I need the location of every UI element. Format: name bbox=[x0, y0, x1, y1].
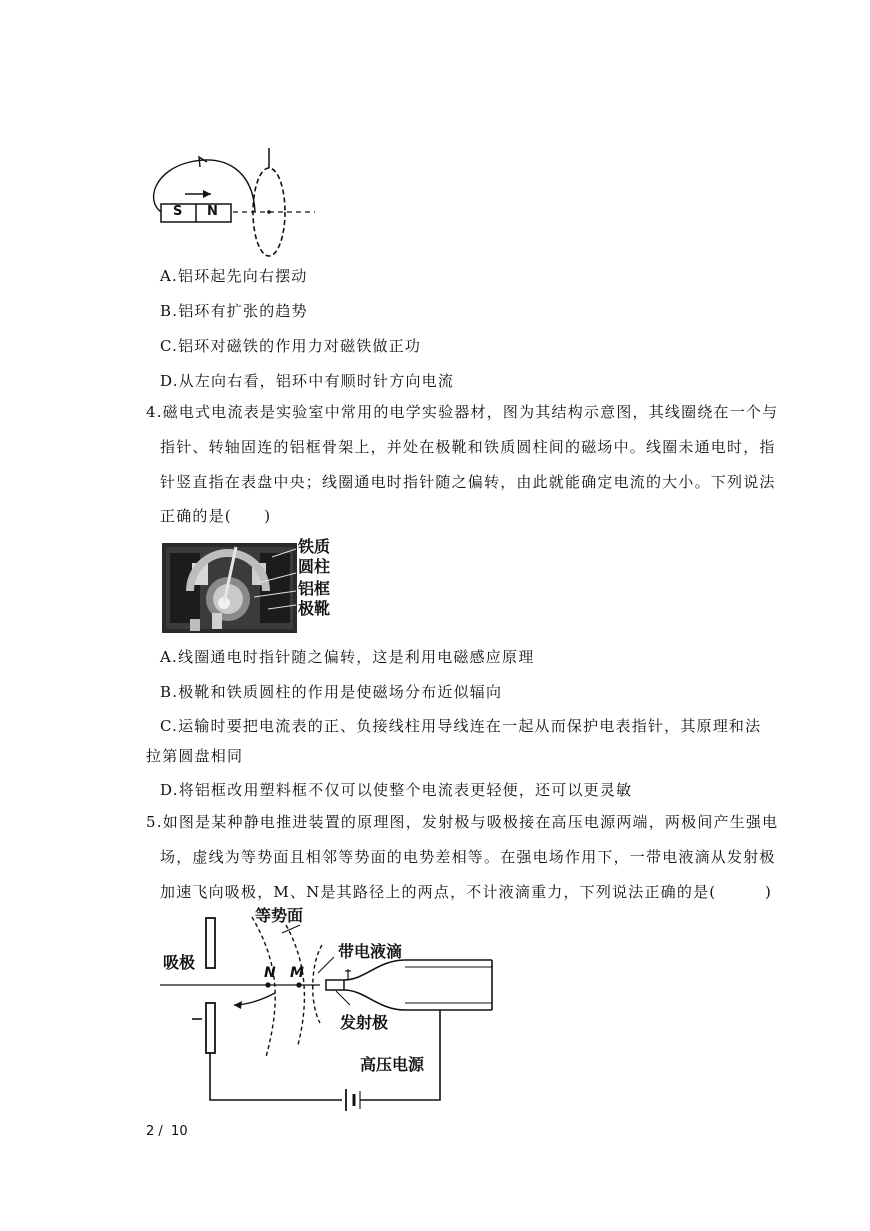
label-pole-shoe: 极靴 bbox=[298, 599, 331, 618]
label-equipotential: 等势面 bbox=[255, 906, 304, 925]
label-iron: 铁质 bbox=[298, 537, 331, 556]
label-droplet: 带电液滴 bbox=[338, 942, 403, 961]
label-point-n: N bbox=[264, 965, 276, 981]
label-collector: 吸极 bbox=[163, 953, 196, 972]
q5-stem-line-2: 场，虚线为等势面且相邻等势面的电势差相等。在强电场作用下，一带电液滴从发射极 bbox=[160, 848, 776, 866]
q4-option-d: D.将铝框改用塑料框不仅可以使整个电流表更轻便，还可以更灵敏 bbox=[160, 781, 633, 799]
q4-stem-line-2: 指针、转轴固连的铝框骨架上，并处在极靴和铁质圆柱间的磁场中。线圈未通电时，指 bbox=[160, 438, 776, 456]
q4-stem-line-1: 4.磁电式电流表是实验室中常用的电学实验器材，图为其结构示意图，其线圈绕在一个与 bbox=[146, 403, 779, 421]
thruster-diagram bbox=[150, 905, 510, 1115]
label-point-m: M bbox=[290, 965, 304, 981]
q4-stem-line-3: 针竖直指在表盘中央；线圈通电时指针随之偏转，由此就能确定电流的大小。下列说法 bbox=[160, 473, 776, 491]
q5-stem-line-1: 5.如图是某种静电推进装置的原理图，发射极与吸极接在高压电源两端，两极间产生强电 bbox=[146, 813, 779, 831]
page-number: 2 / 10 bbox=[146, 1124, 188, 1139]
q5-stem-line-3: 加速飞向吸极，M、N是其路径上的两点，不计液滴重力，下列说法正确的是( ) bbox=[160, 883, 772, 901]
magnet-ring-figure bbox=[145, 140, 330, 260]
q4-option-b: B.极靴和铁质圆柱的作用是使磁场分布近似辐向 bbox=[160, 683, 503, 701]
label-cylinder: 圆柱 bbox=[298, 557, 331, 576]
q4-option-c: C.运输时要把电流表的正、负接线柱用导线连在一起从而保护电表指针，其原理和法 bbox=[160, 717, 762, 735]
label-power-supply: 高压电源 bbox=[360, 1055, 425, 1074]
label-aluminum-frame: 铝框 bbox=[298, 579, 331, 598]
q4-option-a: A.线圈通电时指针随之偏转，这是利用电磁感应原理 bbox=[160, 648, 535, 666]
magnet-s-label: S bbox=[173, 204, 183, 219]
q4-stem-line-4: 正确的是( ) bbox=[160, 507, 272, 525]
q3-option-c: C.铝环对磁铁的作用力对磁铁做正功 bbox=[160, 337, 422, 355]
q3-option-d: D.从左向右看，铝环中有顺时针方向电流 bbox=[160, 372, 455, 390]
label-emitter: 发射极 bbox=[340, 1013, 389, 1032]
magnet-n-label: N bbox=[207, 204, 218, 219]
q4-option-c-cont: 拉第圆盘相同 bbox=[146, 747, 244, 765]
q3-option-b: B.铝环有扩张的趋势 bbox=[160, 302, 308, 320]
galvanometer-photo bbox=[162, 543, 297, 633]
q3-option-a: A.铝环起先向右摆动 bbox=[160, 267, 308, 285]
